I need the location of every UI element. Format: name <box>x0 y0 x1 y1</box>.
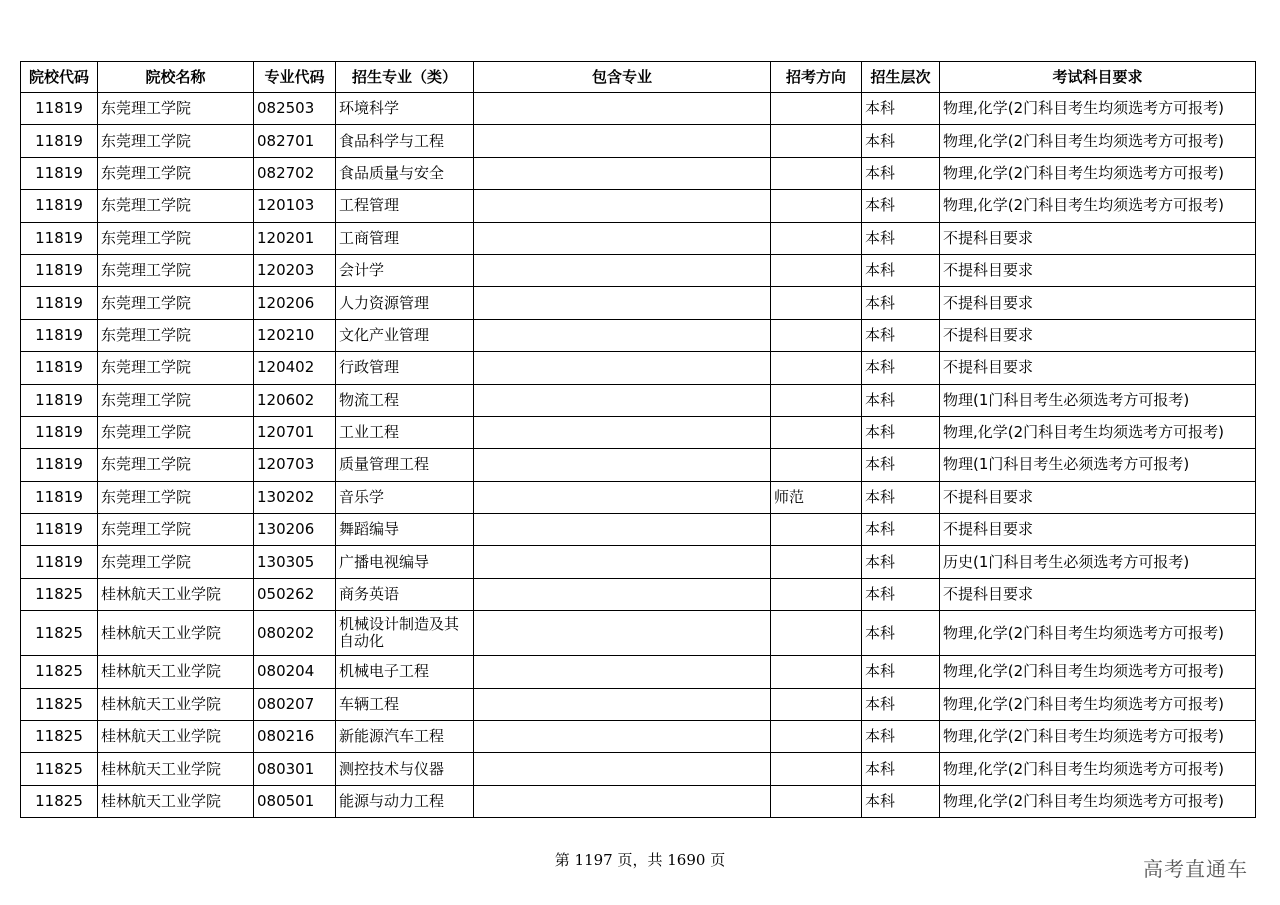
table-cell: 桂林航天工业学院 <box>98 611 254 656</box>
table-cell <box>771 287 862 319</box>
column-header: 考试科目要求 <box>940 62 1256 93</box>
table-row <box>21 352 1256 384</box>
table-cell: 物理,化学(2门科目考生均须选考方可报考) <box>940 157 1256 189</box>
table-cell: 食品质量与安全 <box>336 157 474 189</box>
table-cell <box>771 190 862 222</box>
table-cell <box>771 384 862 416</box>
table-cell: 东莞理工学院 <box>98 481 254 513</box>
table-cell: 11825 <box>21 688 98 720</box>
table-cell: 东莞理工学院 <box>98 93 254 125</box>
table-cell: 本科 <box>862 125 940 157</box>
table-cell: 新能源汽车工程 <box>336 721 474 753</box>
table-cell: 130206 <box>254 514 336 546</box>
table-cell: 车辆工程 <box>336 688 474 720</box>
table-cell: 11819 <box>21 416 98 448</box>
table-cell: 120206 <box>254 287 336 319</box>
table-cell: 不提科目要求 <box>940 222 1256 254</box>
table-row <box>21 384 1256 416</box>
column-header: 招生专业（类） <box>336 62 474 93</box>
table-cell: 工程管理 <box>336 190 474 222</box>
table-cell: 11819 <box>21 384 98 416</box>
table-cell <box>771 93 862 125</box>
table-cell: 本科 <box>862 157 940 189</box>
table-cell: 物流工程 <box>336 384 474 416</box>
table-row <box>21 222 1256 254</box>
table-cell: 物理,化学(2门科目考生均须选考方可报考) <box>940 785 1256 817</box>
table-cell: 本科 <box>862 449 940 481</box>
table-cell: 本科 <box>862 753 940 785</box>
table-cell: 不提科目要求 <box>940 514 1256 546</box>
table-cell: 本科 <box>862 93 940 125</box>
table-cell: 会计学 <box>336 254 474 286</box>
table-cell: 11819 <box>21 546 98 578</box>
table-row <box>21 449 1256 481</box>
table-cell: 东莞理工学院 <box>98 254 254 286</box>
table-cell: 东莞理工学院 <box>98 546 254 578</box>
table-cell: 人力资源管理 <box>336 287 474 319</box>
table-cell: 物理,化学(2门科目考生均须选考方可报考) <box>940 125 1256 157</box>
table-cell: 11819 <box>21 352 98 384</box>
table-cell: 东莞理工学院 <box>98 190 254 222</box>
table-header-row <box>21 62 1256 93</box>
table-cell: 文化产业管理 <box>336 319 474 351</box>
table-cell: 本科 <box>862 578 940 610</box>
table-cell: 物理(1门科目考生必须选考方可报考) <box>940 384 1256 416</box>
table-body <box>21 93 1256 818</box>
column-header: 招生层次 <box>862 62 940 93</box>
table-row <box>21 546 1256 578</box>
table-cell <box>474 688 771 720</box>
table-cell: 本科 <box>862 416 940 448</box>
table-row <box>21 125 1256 157</box>
table-cell: 东莞理工学院 <box>98 384 254 416</box>
table-row <box>21 287 1256 319</box>
table-cell <box>474 384 771 416</box>
table-cell <box>771 721 862 753</box>
table-cell <box>474 352 771 384</box>
table-row <box>21 753 1256 785</box>
table-row <box>21 319 1256 351</box>
table-cell <box>474 254 771 286</box>
table-cell: 080204 <box>254 656 336 688</box>
table-row <box>21 190 1256 222</box>
table-cell: 本科 <box>862 384 940 416</box>
column-header: 招考方向 <box>771 62 862 93</box>
table-cell: 本科 <box>862 254 940 286</box>
table-cell <box>474 578 771 610</box>
table-cell: 机械设计制造及其自动化 <box>336 611 474 656</box>
table-cell: 工商管理 <box>336 222 474 254</box>
table-cell: 桂林航天工业学院 <box>98 785 254 817</box>
table-cell <box>474 93 771 125</box>
admission-table <box>20 61 1256 818</box>
table-row <box>21 785 1256 817</box>
table-cell <box>474 611 771 656</box>
table-cell <box>771 688 862 720</box>
table-cell: 桂林航天工业学院 <box>98 656 254 688</box>
table-cell: 东莞理工学院 <box>98 157 254 189</box>
table-cell: 11819 <box>21 287 98 319</box>
table-cell <box>771 449 862 481</box>
table-cell <box>474 785 771 817</box>
table-row <box>21 254 1256 286</box>
table-cell <box>474 721 771 753</box>
table-cell: 11825 <box>21 721 98 753</box>
table-cell: 物理,化学(2门科目考生均须选考方可报考) <box>940 721 1256 753</box>
table-cell: 测控技术与仪器 <box>336 753 474 785</box>
table-cell <box>474 514 771 546</box>
table-cell: 本科 <box>862 481 940 513</box>
table-cell: 080207 <box>254 688 336 720</box>
table-cell: 不提科目要求 <box>940 578 1256 610</box>
table-cell: 130202 <box>254 481 336 513</box>
table-row <box>21 157 1256 189</box>
table-cell <box>474 546 771 578</box>
table-cell: 11819 <box>21 449 98 481</box>
table-cell: 东莞理工学院 <box>98 319 254 351</box>
table-cell: 不提科目要求 <box>940 481 1256 513</box>
column-header: 院校名称 <box>98 62 254 93</box>
table-cell <box>474 416 771 448</box>
table-cell: 11819 <box>21 254 98 286</box>
table-cell: 120703 <box>254 449 336 481</box>
table-row <box>21 578 1256 610</box>
table-cell: 11825 <box>21 578 98 610</box>
table-cell: 120402 <box>254 352 336 384</box>
table-cell: 本科 <box>862 546 940 578</box>
table-cell: 广播电视编导 <box>336 546 474 578</box>
table-cell: 080216 <box>254 721 336 753</box>
table-cell: 本科 <box>862 352 940 384</box>
table-cell: 080501 <box>254 785 336 817</box>
table-cell <box>474 656 771 688</box>
table-cell: 120701 <box>254 416 336 448</box>
table-cell: 082503 <box>254 93 336 125</box>
table-cell: 东莞理工学院 <box>98 222 254 254</box>
table-cell: 商务英语 <box>336 578 474 610</box>
table-cell <box>771 546 862 578</box>
table-row <box>21 721 1256 753</box>
table-cell: 080202 <box>254 611 336 656</box>
table-cell: 本科 <box>862 611 940 656</box>
table-cell: 历史(1门科目考生必须选考方可报考) <box>940 546 1256 578</box>
table-cell: 本科 <box>862 319 940 351</box>
table-cell: 食品科学与工程 <box>336 125 474 157</box>
table-cell: 不提科目要求 <box>940 352 1256 384</box>
table-cell: 11825 <box>21 611 98 656</box>
table-cell: 120203 <box>254 254 336 286</box>
table-row <box>21 688 1256 720</box>
table-cell: 不提科目要求 <box>940 254 1256 286</box>
table-cell <box>474 222 771 254</box>
table-cell: 本科 <box>862 721 940 753</box>
table-cell: 东莞理工学院 <box>98 449 254 481</box>
table-cell <box>771 785 862 817</box>
table-cell: 120210 <box>254 319 336 351</box>
table-cell <box>474 287 771 319</box>
table-row <box>21 514 1256 546</box>
table-cell <box>771 125 862 157</box>
table-cell: 082701 <box>254 125 336 157</box>
table-row <box>21 656 1256 688</box>
column-header: 院校代码 <box>21 62 98 93</box>
table-cell: 物理,化学(2门科目考生均须选考方可报考) <box>940 93 1256 125</box>
table-cell <box>771 514 862 546</box>
table-cell: 11819 <box>21 190 98 222</box>
table-cell: 桂林航天工业学院 <box>98 688 254 720</box>
column-header: 包含专业 <box>474 62 771 93</box>
table-cell: 11819 <box>21 319 98 351</box>
table-cell <box>474 481 771 513</box>
table-cell <box>771 222 862 254</box>
table-cell <box>771 254 862 286</box>
table-row <box>21 611 1256 656</box>
table-row <box>21 93 1256 125</box>
table-cell: 11819 <box>21 157 98 189</box>
table-cell: 不提科目要求 <box>940 319 1256 351</box>
table-cell: 050262 <box>254 578 336 610</box>
table-cell: 11825 <box>21 785 98 817</box>
table-cell: 130305 <box>254 546 336 578</box>
table-cell: 工业工程 <box>336 416 474 448</box>
table-cell: 物理,化学(2门科目考生均须选考方可报考) <box>940 753 1256 785</box>
table-cell <box>771 753 862 785</box>
table-cell <box>474 449 771 481</box>
table-cell: 质量管理工程 <box>336 449 474 481</box>
table-cell: 物理,化学(2门科目考生均须选考方可报考) <box>940 656 1256 688</box>
table-cell: 舞蹈编导 <box>336 514 474 546</box>
table-cell: 120103 <box>254 190 336 222</box>
table-cell: 机械电子工程 <box>336 656 474 688</box>
table-cell: 物理,化学(2门科目考生均须选考方可报考) <box>940 416 1256 448</box>
table-cell: 11825 <box>21 656 98 688</box>
table-cell: 桂林航天工业学院 <box>98 721 254 753</box>
table-cell: 11819 <box>21 93 98 125</box>
table-cell: 11825 <box>21 753 98 785</box>
table-cell: 11819 <box>21 481 98 513</box>
table-cell: 行政管理 <box>336 352 474 384</box>
table-cell <box>771 611 862 656</box>
table-cell: 本科 <box>862 656 940 688</box>
table-cell: 能源与动力工程 <box>336 785 474 817</box>
table-cell: 本科 <box>862 514 940 546</box>
table-cell <box>474 753 771 785</box>
table-cell: 桂林航天工业学院 <box>98 753 254 785</box>
table-cell: 本科 <box>862 190 940 222</box>
table-cell <box>474 157 771 189</box>
table-cell <box>474 190 771 222</box>
table-cell <box>771 416 862 448</box>
column-header: 专业代码 <box>254 62 336 93</box>
table-cell: 师范 <box>771 481 862 513</box>
table-cell: 不提科目要求 <box>940 287 1256 319</box>
table-cell: 物理,化学(2门科目考生均须选考方可报考) <box>940 688 1256 720</box>
table-cell: 120201 <box>254 222 336 254</box>
table-cell: 桂林航天工业学院 <box>98 578 254 610</box>
table-cell: 东莞理工学院 <box>98 514 254 546</box>
table-cell: 本科 <box>862 785 940 817</box>
table-cell: 本科 <box>862 287 940 319</box>
table-cell: 120602 <box>254 384 336 416</box>
table-cell <box>771 319 862 351</box>
table-cell: 本科 <box>862 222 940 254</box>
table-cell: 本科 <box>862 688 940 720</box>
table-cell: 音乐学 <box>336 481 474 513</box>
table-row <box>21 416 1256 448</box>
watermark-text: 高考直通车 <box>1143 857 1248 881</box>
table-cell: 东莞理工学院 <box>98 125 254 157</box>
table-cell: 11819 <box>21 125 98 157</box>
table-cell <box>474 125 771 157</box>
table-cell: 11819 <box>21 222 98 254</box>
table-cell: 物理,化学(2门科目考生均须选考方可报考) <box>940 611 1256 656</box>
table-cell: 物理,化学(2门科目考生均须选考方可报考) <box>940 190 1256 222</box>
table-cell <box>771 352 862 384</box>
table-cell: 东莞理工学院 <box>98 416 254 448</box>
table-cell: 080301 <box>254 753 336 785</box>
table-cell: 物理(1门科目考生必须选考方可报考) <box>940 449 1256 481</box>
table-cell <box>474 319 771 351</box>
table-row <box>21 481 1256 513</box>
table-cell: 东莞理工学院 <box>98 352 254 384</box>
table-cell <box>771 656 862 688</box>
table-cell: 11819 <box>21 514 98 546</box>
page-footer: 第 1197 页，共 1690 页 <box>554 851 726 869</box>
table-cell <box>771 578 862 610</box>
table-cell: 082702 <box>254 157 336 189</box>
table-cell: 环境科学 <box>336 93 474 125</box>
table-cell: 东莞理工学院 <box>98 287 254 319</box>
table-cell <box>771 157 862 189</box>
